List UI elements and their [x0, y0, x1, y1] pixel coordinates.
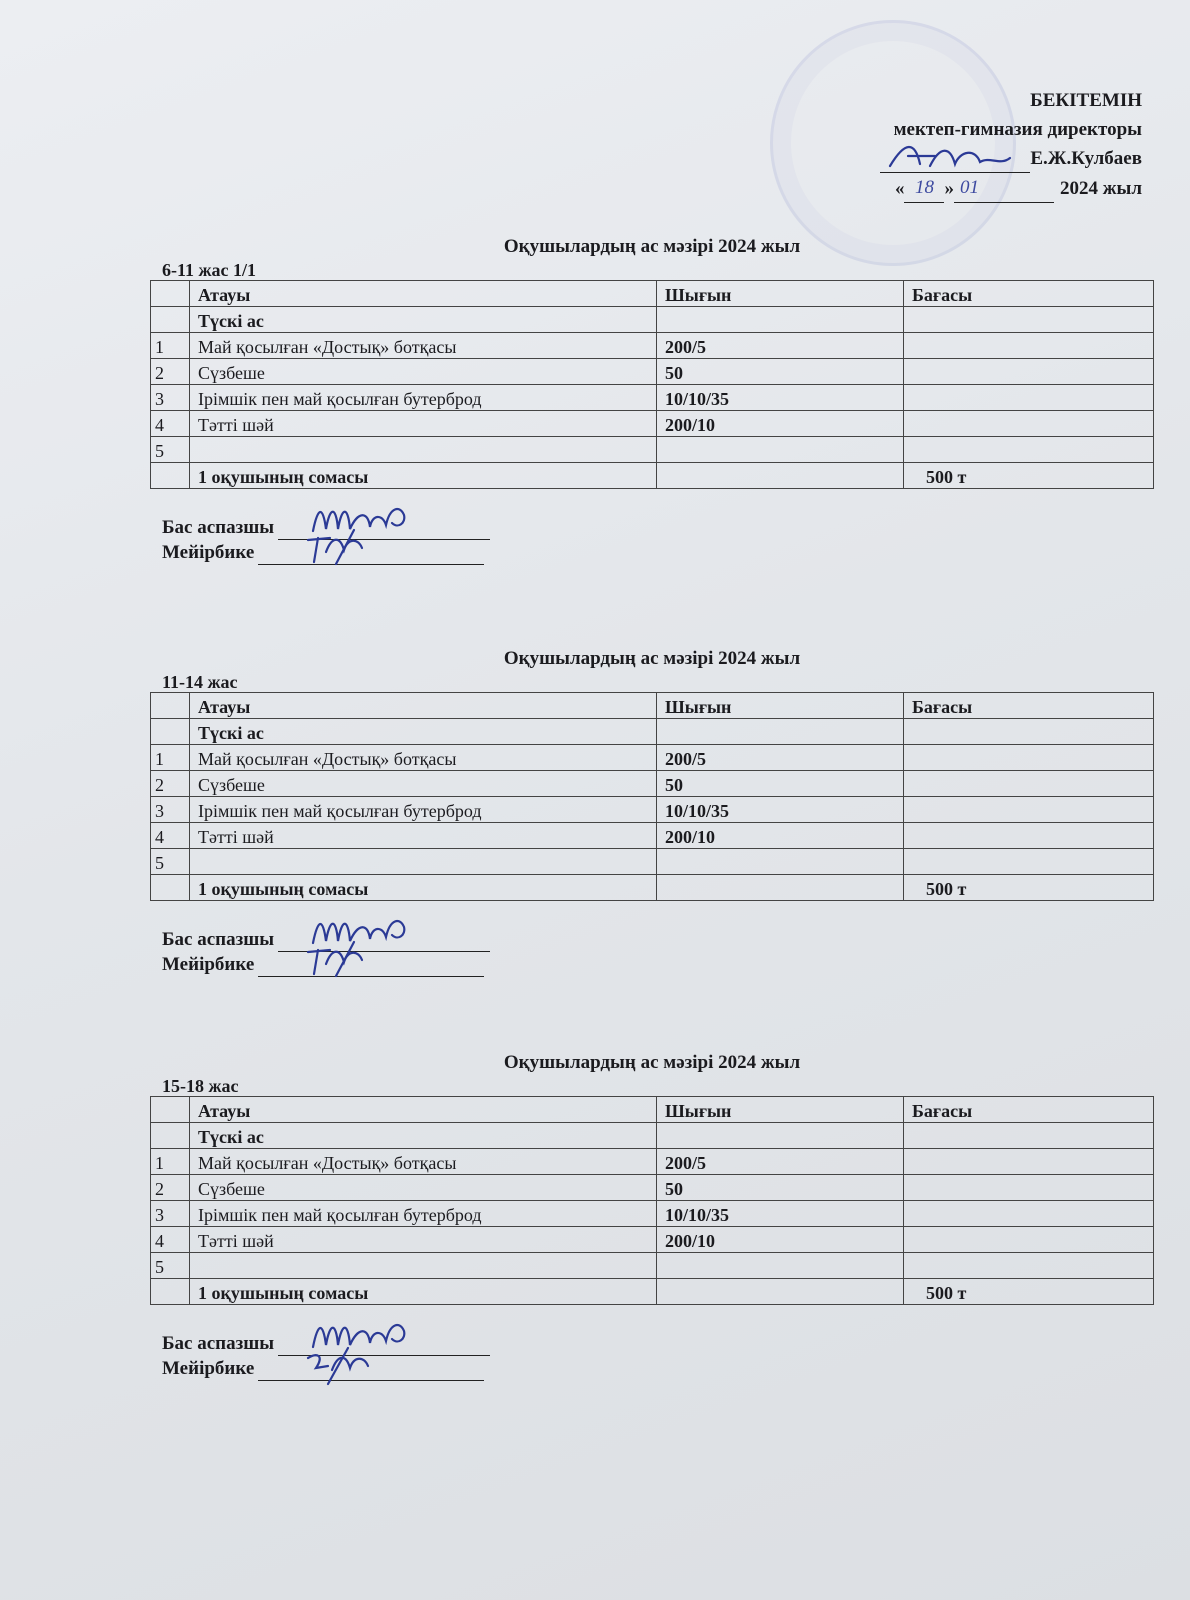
total-row: [151, 463, 1154, 489]
nurse-signature-row: [162, 540, 1154, 565]
row-qty: 200/5: [657, 333, 904, 359]
row-qty: 200/5: [657, 1149, 904, 1175]
row-name: Тәтті шәй: [190, 823, 657, 849]
nurse-label: Мейірбике: [162, 542, 255, 563]
table-row: [151, 849, 1154, 875]
row-qty: [657, 1253, 904, 1279]
header-num: [151, 1097, 190, 1123]
row-price: [904, 359, 1154, 385]
header-name: Атауы: [190, 693, 657, 719]
nurse-signature-row: [162, 952, 1154, 977]
row-num: 5: [151, 849, 190, 875]
row-price: [904, 849, 1154, 875]
signatures: [162, 515, 1154, 565]
row-price: [904, 1253, 1154, 1279]
table-row: [151, 1201, 1154, 1227]
row-name: [190, 437, 657, 463]
row-qty: 200/5: [657, 745, 904, 771]
approval-date-row: [880, 173, 1142, 203]
chef-label: Бас аспазшы: [162, 929, 275, 950]
row-price: [904, 1227, 1154, 1253]
approval-title: БЕКІТЕМІН: [1030, 90, 1142, 111]
header-qty: Шығын: [657, 281, 904, 307]
nurse-signature: [288, 1342, 398, 1386]
total-price: 500 т: [904, 875, 1154, 901]
total-row: [151, 875, 1154, 901]
row-num: 3: [151, 1201, 190, 1227]
row-name: Ірімшік пен май қосылған бутерброд: [190, 797, 657, 823]
total-row: [151, 1279, 1154, 1305]
header-name: Атауы: [190, 1097, 657, 1123]
row-qty: 200/10: [657, 411, 904, 437]
row-num: 3: [151, 797, 190, 823]
menu-section-11-14: [150, 646, 1154, 977]
meal-label: Түскі ас: [190, 307, 657, 333]
date-close-quote: »: [944, 178, 954, 199]
table-row: [151, 797, 1154, 823]
header-name: Атауы: [190, 281, 657, 307]
meal-row: [151, 307, 1154, 333]
nurse-signature: [288, 938, 398, 978]
header-num: [151, 281, 190, 307]
row-num: 1: [151, 333, 190, 359]
table-row: [151, 359, 1154, 385]
row-name: Тәтті шәй: [190, 1227, 657, 1253]
signatures: [162, 927, 1154, 977]
approval-position: мектеп-гимназия директоры: [893, 119, 1142, 140]
menu-title: Оқушылардың ас мәзірі 2024 жыл: [503, 648, 801, 669]
row-price: [904, 745, 1154, 771]
nurse-signature-line: [258, 956, 484, 977]
row-qty: 50: [657, 771, 904, 797]
row-qty: 200/10: [657, 1227, 904, 1253]
date-day: 18: [904, 173, 944, 203]
total-price: 500 т: [904, 1279, 1154, 1305]
age-group: 15-18 жас: [162, 1076, 239, 1096]
row-num: 1: [151, 745, 190, 771]
row-name: Ірімшік пен май қосылған бутерброд: [190, 1201, 657, 1227]
total-label: 1 оқушының сомасы: [190, 463, 657, 489]
row-name: [190, 1253, 657, 1279]
row-price: [904, 823, 1154, 849]
row-price: [904, 411, 1154, 437]
row-num: 5: [151, 1253, 190, 1279]
director-signature: [880, 136, 1020, 176]
meal-row: [151, 719, 1154, 745]
row-price: [904, 1175, 1154, 1201]
menu-title: Оқушылардың ас мәзірі 2024 жыл: [503, 1052, 801, 1073]
header-num: [151, 693, 190, 719]
row-name: Сүзбеше: [190, 1175, 657, 1201]
table-row: [151, 1175, 1154, 1201]
row-num: 1: [151, 1149, 190, 1175]
header-price: Бағасы: [904, 281, 1154, 307]
total-price: 500 т: [904, 463, 1154, 489]
table-row: [151, 333, 1154, 359]
meal-label: Түскі ас: [190, 719, 657, 745]
row-qty: 50: [657, 1175, 904, 1201]
table-header-row: [151, 1097, 1154, 1123]
chef-label: Бас аспазшы: [162, 1333, 275, 1354]
nurse-label: Мейірбике: [162, 954, 255, 975]
row-price: [904, 437, 1154, 463]
row-qty: 10/10/35: [657, 797, 904, 823]
row-num: 2: [151, 1175, 190, 1201]
row-name: Ірімшік пен май қосылған бутерброд: [190, 385, 657, 411]
meal-label: Түскі ас: [190, 1123, 657, 1149]
table-row: [151, 771, 1154, 797]
nurse-signature-line: [258, 544, 484, 565]
row-qty: 50: [657, 359, 904, 385]
row-qty: 200/10: [657, 823, 904, 849]
menu-table: [150, 1096, 1154, 1305]
nurse-signature-row: [162, 1356, 1154, 1381]
row-qty: 10/10/35: [657, 385, 904, 411]
age-group: 11-14 жас: [162, 672, 238, 692]
total-label: 1 оқушының сомасы: [190, 875, 657, 901]
row-name: Тәтті шәй: [190, 411, 657, 437]
table-row: [151, 823, 1154, 849]
table-header-row: [151, 281, 1154, 307]
row-num: 4: [151, 411, 190, 437]
row-price: [904, 1201, 1154, 1227]
header-qty: Шығын: [657, 1097, 904, 1123]
row-name: Май қосылған «Достық» ботқасы: [190, 333, 657, 359]
table-row: [151, 385, 1154, 411]
date-year: 2024 жыл: [1059, 178, 1142, 199]
row-price: [904, 771, 1154, 797]
row-price: [904, 1149, 1154, 1175]
nurse-signature: [288, 526, 398, 566]
nurse-signature-line: [258, 1360, 484, 1381]
director-signature-line: [880, 152, 1030, 173]
age-group: 6-11 жас 1/1: [162, 260, 257, 280]
director-signature-row: [880, 144, 1142, 173]
row-qty: [657, 437, 904, 463]
row-num: 3: [151, 385, 190, 411]
header-price: Бағасы: [904, 693, 1154, 719]
row-price: [904, 385, 1154, 411]
row-name: Сүзбеше: [190, 359, 657, 385]
header-price: Бағасы: [904, 1097, 1154, 1123]
meal-row: [151, 1123, 1154, 1149]
menu-table: [150, 280, 1154, 489]
chef-label: Бас аспазшы: [162, 517, 275, 538]
table-row: [151, 411, 1154, 437]
row-num: 2: [151, 771, 190, 797]
menu-table: [150, 692, 1154, 901]
row-name: Май қосылған «Достық» ботқасы: [190, 1149, 657, 1175]
row-qty: 10/10/35: [657, 1201, 904, 1227]
row-price: [904, 797, 1154, 823]
table-row: [151, 1227, 1154, 1253]
table-row: [151, 745, 1154, 771]
row-num: 4: [151, 823, 190, 849]
signatures: [162, 1331, 1154, 1381]
row-name: Сүзбеше: [190, 771, 657, 797]
row-num: 2: [151, 359, 190, 385]
header-qty: Шығын: [657, 693, 904, 719]
menu-section-6-11: [150, 234, 1154, 565]
date-month: 01: [954, 173, 1054, 203]
table-row: [151, 1253, 1154, 1279]
row-name: Май қосылған «Достық» ботқасы: [190, 745, 657, 771]
date-open-quote: «: [894, 178, 905, 199]
row-qty: [657, 849, 904, 875]
row-name: [190, 849, 657, 875]
total-label: 1 оқушының сомасы: [190, 1279, 657, 1305]
table-header-row: [151, 693, 1154, 719]
row-price: [904, 333, 1154, 359]
menu-title: Оқушылардың ас мәзірі 2024 жыл: [503, 236, 801, 257]
row-num: 4: [151, 1227, 190, 1253]
row-num: 5: [151, 437, 190, 463]
table-row: [151, 437, 1154, 463]
menu-section-15-18: [150, 1050, 1154, 1381]
approval-block: [880, 86, 1142, 203]
nurse-label: Мейірбике: [162, 1358, 255, 1379]
director-name: Е.Ж.Кулбаев: [1030, 148, 1142, 169]
table-row: [151, 1149, 1154, 1175]
